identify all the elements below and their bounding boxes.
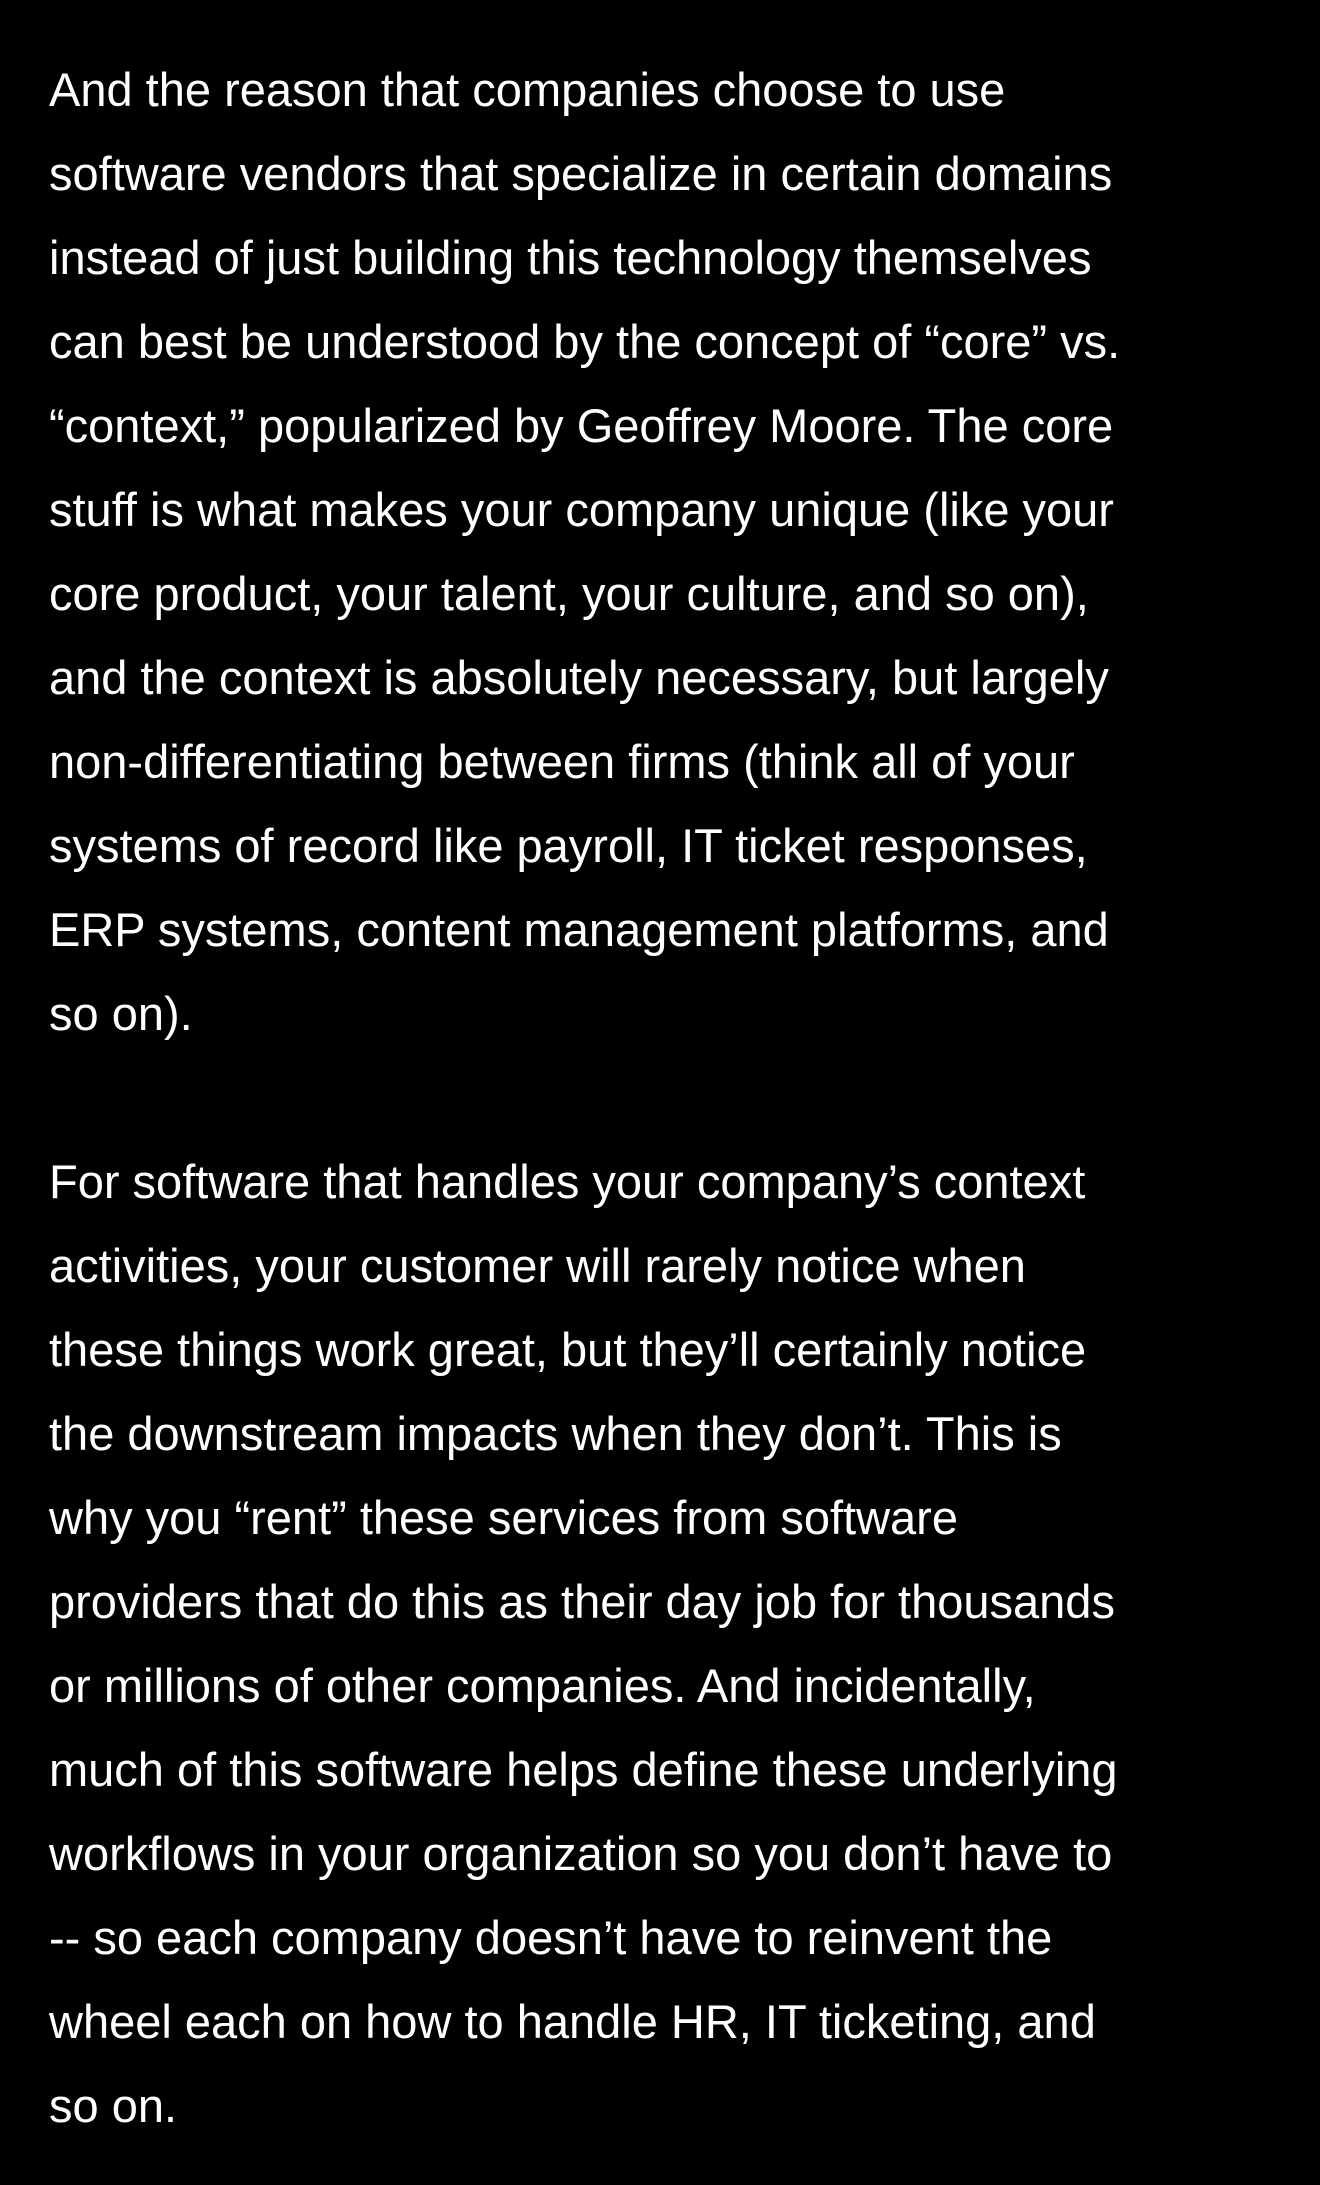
text-line: workflows in your organization so you don’t have to [49,1827,1113,1880]
text-line: core product, your talent, your culture, and so on), [49,567,1089,620]
text-line: these things work great, but they’ll certainly notice [49,1323,1087,1376]
paragraph-core-vs-context [49,48,1289,1056]
text-line: the downstream impacts when they don’t. This is [49,1407,1062,1460]
text-line: activities, your customer will rarely notice when [49,1239,1026,1292]
text-line: instead of just building this technology themselves [49,231,1092,284]
text-line: so on). [49,987,193,1040]
text-line: And the reason that companies choose to use [49,63,1006,116]
text-line: and the context is absolutely necessary, but largely [49,651,1109,704]
text-line: or millions of other companies. And incidentally, [49,1659,1036,1712]
text-line: wheel each on how to handle HR, IT ticketing, and [49,1995,1096,2048]
paragraph-context-software [49,1140,1289,2148]
text-line: stuff is what makes your company unique (like your [49,483,1114,536]
text-line: can best be understood by the concept of “core” vs. [49,315,1121,368]
text-line: systems of record like payroll, IT ticket responses, [49,819,1088,872]
text-line: software vendors that specialize in certain domains [49,147,1113,200]
text-line: so on. [49,2079,178,2132]
post-body [49,48,1289,2148]
text-line: providers that do this as their day job for thousands [49,1575,1115,1628]
text-line: ERP systems, content management platforms, and [49,903,1109,956]
text-line: -- so each company doesn’t have to reinvent the [49,1911,1053,1964]
text-line: much of this software helps define these underlying [49,1743,1118,1796]
text-line: non-differentiating between firms (think all of your [49,735,1075,788]
text-line: “context,” popularized by Geoffrey Moore. The core [49,399,1114,452]
text-line: For software that handles your company’s context [49,1155,1086,1208]
text-line: why you “rent” these services from software [49,1491,958,1544]
